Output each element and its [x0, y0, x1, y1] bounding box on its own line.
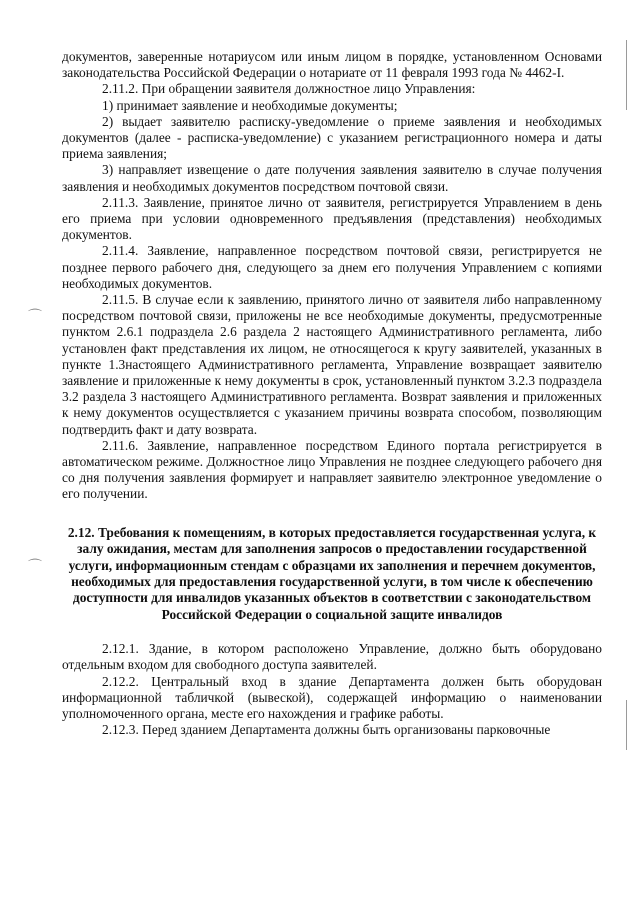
paragraph-2-11-4: 2.11.4. Заявление, направленное посредством почтовой связи, регистрируется не позднее первого рабочего дня, следующего за днем его получения Управлением с копиями необходимых документов.: [62, 243, 602, 291]
scan-edge-line-bottom: [626, 700, 627, 750]
section-heading-2-12: 2.12. Требования к помещениям, в которых предоставляется государственная услуга, к залу ожидания, местам для заполнения запросов о предоставлении государственной услуги, информационным стендам с образцами их заполнения и перечнем документов, необходимых для предоставления государственной услуги, в том числе к обеспечению доступности для инвалидов указанных объектов в соответствии с законодательством Российской Федерации о социальной защите инвалидов: [67, 524, 597, 622]
paragraph-2-12-3: 2.12.3. Перед зданием Департамента должны быть организованы парковочные: [102, 722, 551, 738]
paragraph-item-3: 3) направляет извещение о дате получения заявления заявителю в случае получения заявления и необходимых документов посредством почтовой связи.: [62, 162, 602, 194]
paragraph-2-11-5: 2.11.5. В случае если к заявлению, принятого лично от заявителя либо направленному посредством почтовой связи, приложены не все необходимые документы, предусмотренные пунктом 2.6.1 подраздела 2.6 раздела 2 настоящего Административного регламента, либо установлен факт представления их лицом, не относящегося к кругу заявителей, указанных в пункте 1.3настоящего Административного регламента, Управление возвращает заявителю заявление и приложенные к нему документы в срок, установленный пунктом 3.2.3 подраздела 3.2 раздела 3 настоящего Административного регламента. Возврат заявления и приложенных к нему документов осуществляется с указанием причины возврата способом, позволяющим подтвердить факт и дату возврата.: [62, 292, 602, 437]
document-body: [62, 49, 602, 738]
spacer: [62, 623, 602, 641]
paragraph-continuation: документов, заверенные нотариусом или иным лицом в порядке, установленном Основами законодательства Российской Федерации о нотариате от 11 февраля 1993 года № 4462-I.: [62, 49, 602, 81]
paragraph-2-12-1: 2.12.1. Здание, в котором расположено Управление, должно быть оборудовано отдельным входом для свободного доступа заявителей.: [62, 641, 602, 673]
scan-edge-line-top: [626, 40, 627, 110]
paragraph-item-1: 1) принимает заявление и необходимые документы;: [102, 97, 398, 113]
paragraph-2-12-2: 2.12.2. Центральный вход в здание Департамента должен быть оборудован информационной табличкой (вывеской), содержащей информацию о наименовании уполномоченного органа, месте его нахождения и графике работы.: [62, 673, 602, 721]
paragraph-item-2: 2) выдает заявителю расписку-уведомление о приеме заявления и необходимых документов (далее - расписка-уведомление) с указанием регистрационного номера и даты приема заявления;: [62, 113, 602, 162]
scan-mark-left-upper: ⌒: [28, 309, 42, 325]
paragraph-2-11-2: 2.11.2. При обращении заявителя должностное лицо Управления:: [102, 81, 476, 97]
paragraph-2-11-3: 2.11.3. Заявление, принятое лично от заявителя, регистрируется Управлением в день его приема при условии одновременного предъявления (представления) необходимых документов.: [62, 194, 602, 243]
scan-mark-left-lower: ⌒: [28, 559, 42, 575]
paragraph-2-11-6: 2.11.6. Заявление, направленное посредством Единого портала регистрируется в автоматическом режиме. Должностное лицо Управления не позднее следующего рабочего дня со дня получения заявления формирует и направляет заявителю электронное уведомление о его получении.: [62, 437, 602, 502]
